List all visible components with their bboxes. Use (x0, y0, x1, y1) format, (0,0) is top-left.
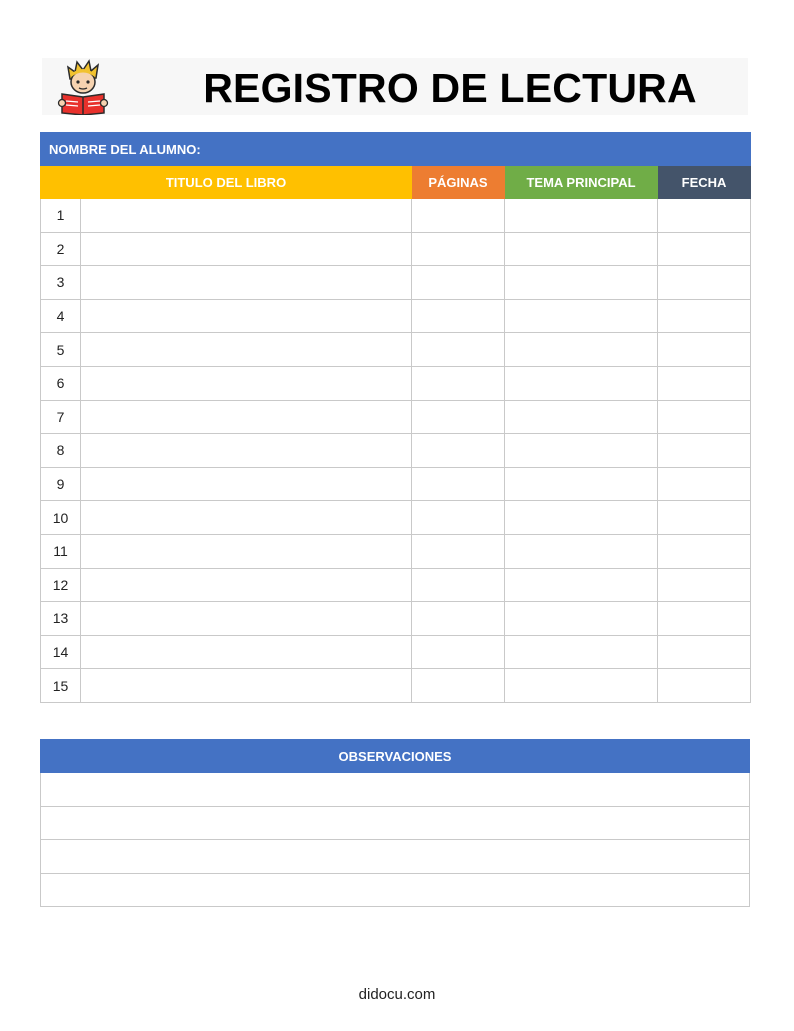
observation-line-row (41, 806, 750, 840)
row-number: 15 (41, 669, 81, 703)
reading-log-table (40, 132, 751, 703)
table-row (41, 534, 751, 568)
pages-cell[interactable] (412, 534, 505, 568)
row-number: 6 (41, 366, 81, 400)
table-row (41, 366, 751, 400)
pages-cell[interactable] (412, 434, 505, 468)
title-bar (42, 58, 748, 115)
observation-line-row (41, 840, 750, 874)
book-title-cell[interactable] (81, 635, 412, 669)
row-number: 11 (41, 534, 81, 568)
row-number: 14 (41, 635, 81, 669)
main-topic-cell[interactable] (505, 333, 658, 367)
observation-line[interactable] (41, 806, 750, 840)
student-name-field[interactable]: NOMBRE DEL ALUMNO: (41, 133, 751, 166)
table-row (41, 232, 751, 266)
table-row (41, 299, 751, 333)
observations-header-row (41, 740, 750, 773)
pages-cell[interactable] (412, 333, 505, 367)
table-row (41, 602, 751, 636)
child-reading-book-icon (56, 59, 112, 115)
pages-cell[interactable] (412, 299, 505, 333)
book-title-cell[interactable] (81, 333, 412, 367)
main-topic-cell[interactable] (505, 266, 658, 300)
table-row (41, 266, 751, 300)
book-title-cell[interactable] (81, 299, 412, 333)
main-topic-cell[interactable] (505, 400, 658, 434)
table-row (41, 568, 751, 602)
table-row (41, 669, 751, 703)
student-name-row (41, 133, 751, 166)
table-row (41, 467, 751, 501)
date-cell[interactable] (658, 299, 751, 333)
pages-header: PÁGINAS (412, 166, 505, 199)
observation-line-row (41, 773, 750, 807)
table-row (41, 501, 751, 535)
date-cell[interactable] (658, 232, 751, 266)
row-number: 1 (41, 199, 81, 233)
row-number: 9 (41, 467, 81, 501)
main-topic-header: TEMA PRINCIPAL (505, 166, 658, 199)
pages-cell[interactable] (412, 669, 505, 703)
main-topic-cell[interactable] (505, 501, 658, 535)
main-topic-cell[interactable] (505, 534, 658, 568)
observation-line[interactable] (41, 773, 750, 807)
row-number: 8 (41, 434, 81, 468)
book-title-cell[interactable] (81, 199, 412, 233)
row-number: 12 (41, 568, 81, 602)
row-number: 13 (41, 602, 81, 636)
pages-cell[interactable] (412, 467, 505, 501)
book-title-cell[interactable] (81, 232, 412, 266)
main-topic-cell[interactable] (505, 602, 658, 636)
table-row (41, 635, 751, 669)
observation-line[interactable] (41, 873, 750, 907)
date-cell[interactable] (658, 400, 751, 434)
pages-cell[interactable] (412, 266, 505, 300)
table-row (41, 400, 751, 434)
date-cell[interactable] (658, 635, 751, 669)
date-cell[interactable] (658, 199, 751, 233)
date-cell[interactable] (658, 568, 751, 602)
pages-cell[interactable] (412, 366, 505, 400)
date-cell[interactable] (658, 669, 751, 703)
book-title-cell[interactable] (81, 266, 412, 300)
main-topic-cell[interactable] (505, 635, 658, 669)
observations-lines (41, 773, 750, 907)
pages-cell[interactable] (412, 199, 505, 233)
book-title-cell[interactable] (81, 366, 412, 400)
book-title-cell[interactable] (81, 534, 412, 568)
row-number: 3 (41, 266, 81, 300)
row-number: 5 (41, 333, 81, 367)
main-topic-cell[interactable] (505, 568, 658, 602)
date-cell[interactable] (658, 366, 751, 400)
observations-header: OBSERVACIONES (41, 740, 750, 773)
table-row (41, 199, 751, 233)
column-header-row (41, 166, 751, 199)
row-number: 7 (41, 400, 81, 434)
date-cell[interactable] (658, 534, 751, 568)
date-cell[interactable] (658, 266, 751, 300)
date-cell[interactable] (658, 467, 751, 501)
book-title-cell[interactable] (81, 400, 412, 434)
pages-cell[interactable] (412, 635, 505, 669)
main-topic-cell[interactable] (505, 299, 658, 333)
main-topic-cell[interactable] (505, 232, 658, 266)
main-topic-cell[interactable] (505, 669, 658, 703)
footer-site-name: didocu.com (358, 986, 436, 1003)
observations-table (40, 739, 750, 907)
date-cell[interactable] (658, 501, 751, 535)
pages-cell[interactable] (412, 232, 505, 266)
main-topic-cell[interactable] (505, 366, 658, 400)
date-cell[interactable] (658, 434, 751, 468)
page-title: REGISTRO DE LECTURA (203, 65, 697, 111)
book-title-cell[interactable] (81, 669, 412, 703)
main-topic-cell[interactable] (505, 434, 658, 468)
book-title-header: TITULO DEL LIBRO (41, 166, 412, 199)
main-topic-cell[interactable] (505, 199, 658, 233)
book-title-cell[interactable] (81, 467, 412, 501)
book-title-cell[interactable] (81, 602, 412, 636)
table-row (41, 333, 751, 367)
pages-cell[interactable] (412, 568, 505, 602)
book-title-cell[interactable] (81, 434, 412, 468)
table-row (41, 434, 751, 468)
observation-line[interactable] (41, 840, 750, 874)
row-number: 4 (41, 299, 81, 333)
observation-line-row (41, 873, 750, 907)
pages-cell[interactable] (412, 602, 505, 636)
book-title-cell[interactable] (81, 568, 412, 602)
date-cell[interactable] (658, 602, 751, 636)
date-cell[interactable] (658, 333, 751, 367)
main-topic-cell[interactable] (505, 467, 658, 501)
pages-cell[interactable] (412, 400, 505, 434)
book-title-cell[interactable] (81, 501, 412, 535)
pages-cell[interactable] (412, 501, 505, 535)
reading-log-rows (41, 199, 751, 703)
date-header: FECHA (658, 166, 751, 199)
row-number: 2 (41, 232, 81, 266)
row-number: 10 (41, 501, 81, 535)
